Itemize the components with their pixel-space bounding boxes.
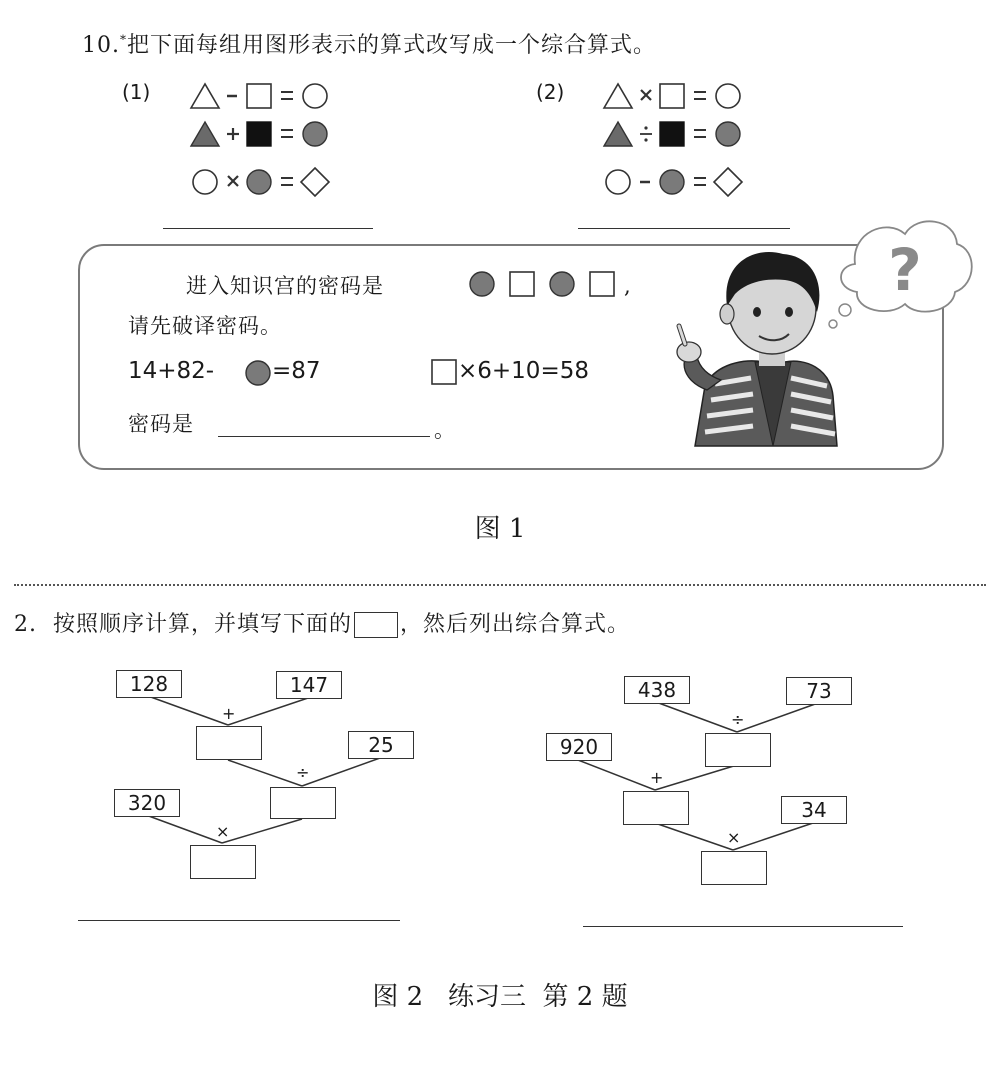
- answer-box[interactable]: [623, 791, 689, 825]
- answer-box[interactable]: [190, 845, 256, 879]
- answer-box[interactable]: [701, 851, 767, 885]
- question-mark-icon: ?: [888, 236, 922, 304]
- operator-label: +: [650, 768, 664, 787]
- figure-1-caption: 图 1: [474, 514, 526, 544]
- equation-2-right: ×6+10=58: [458, 358, 589, 384]
- number-box: 73: [786, 677, 852, 705]
- number-box: 147: [276, 671, 342, 699]
- answer-label: 密码是: [128, 412, 194, 436]
- part-1-label: (1): [122, 80, 151, 104]
- number-box: 920: [546, 733, 612, 761]
- number-box: 320: [114, 789, 180, 817]
- puzzle-line-2: 请先破译密码。: [128, 314, 282, 338]
- question-number: 10.: [82, 33, 120, 58]
- question-number: 2.: [14, 612, 37, 637]
- operator-label: +: [222, 704, 236, 723]
- question-text-before: 按照顺序计算，并填写下面的: [53, 612, 353, 637]
- left-expression-answer-line[interactable]: [78, 920, 400, 921]
- operator-label: ÷: [296, 763, 310, 782]
- operator-label: ×: [216, 822, 230, 841]
- number-box: 25: [348, 731, 414, 759]
- figure-2-caption: 图 2 练习三 第 2 题: [372, 982, 628, 1012]
- equation-1-right: =87: [272, 358, 321, 384]
- answer-box[interactable]: [196, 726, 262, 760]
- question-text-after: ，然后列出综合算式。: [400, 612, 631, 637]
- challenge-star: *: [120, 32, 127, 47]
- question-text: 把下面每组用图形表示的算式改写成一个综合算式。: [127, 33, 657, 58]
- number-box: 128: [116, 670, 182, 698]
- part-2-label: (2): [536, 80, 565, 104]
- right-expression-answer-line[interactable]: [583, 926, 903, 927]
- equation-1-left: 14+82-: [128, 358, 215, 384]
- number-box: 34: [781, 796, 847, 824]
- operator-label: ÷: [731, 710, 745, 729]
- puzzle-line-1-comma: ,: [624, 274, 632, 298]
- answer-box[interactable]: [705, 733, 771, 767]
- operator-label: ×: [727, 828, 741, 847]
- puzzle-line-1: 进入知识宫的密码是: [186, 274, 384, 298]
- answer-box[interactable]: [270, 787, 336, 819]
- answer-period: 。: [434, 418, 456, 442]
- number-box: 438: [624, 676, 690, 704]
